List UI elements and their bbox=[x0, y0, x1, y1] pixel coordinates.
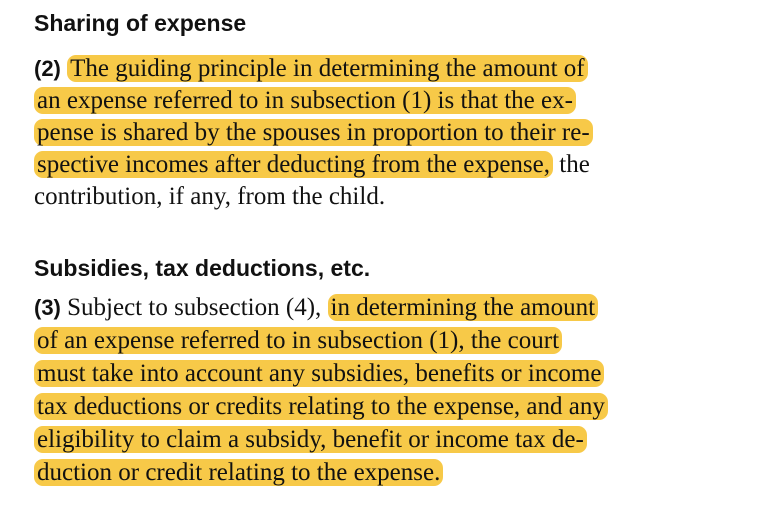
highlighted-text: an expense referred to in subsection (1) is that the ex- bbox=[34, 87, 576, 114]
line-post: the bbox=[553, 151, 590, 178]
highlighted-text: eligibility to claim a subsidy, benefit or income tax de- bbox=[34, 426, 587, 453]
subsection-number: (2) bbox=[34, 56, 61, 81]
line-pre: Subject to subsection (4), bbox=[67, 294, 328, 321]
text-line bbox=[34, 52, 588, 85]
highlighted-text: duction or credit relating to the expense. bbox=[34, 459, 443, 486]
text-line bbox=[34, 423, 587, 456]
text-line bbox=[34, 456, 443, 489]
subsection-number: (3) bbox=[34, 295, 61, 320]
section-heading-sharing-of-expense: Sharing of expense bbox=[34, 10, 247, 36]
highlighted-text: tax deductions or credits relating to the expense, and any bbox=[34, 393, 608, 420]
text-line bbox=[34, 180, 385, 213]
highlighted-text: in determining the amount bbox=[328, 294, 599, 321]
highlighted-text: must take into account any subsidies, benefits or income bbox=[34, 360, 604, 387]
text-line bbox=[34, 116, 593, 149]
text-line bbox=[34, 84, 576, 117]
highlighted-text: of an expense referred to in subsection (1), the court bbox=[34, 327, 562, 354]
highlighted-text: spective incomes after deducting from the expense, bbox=[34, 151, 553, 178]
line-pre: contribution, if any, from the child. bbox=[34, 183, 386, 210]
text-line bbox=[34, 390, 608, 423]
text-line bbox=[34, 148, 590, 181]
highlighted-text: The guiding principle in determining the amount of bbox=[67, 55, 587, 82]
text-line bbox=[34, 324, 562, 357]
text-line bbox=[34, 291, 598, 324]
text-line bbox=[34, 357, 604, 390]
section-heading-subsidies-tax-deductions: Subsidies, tax deductions, etc. bbox=[34, 255, 371, 281]
highlighted-text: pense is shared by the spouses in proportion to their re- bbox=[34, 119, 593, 146]
